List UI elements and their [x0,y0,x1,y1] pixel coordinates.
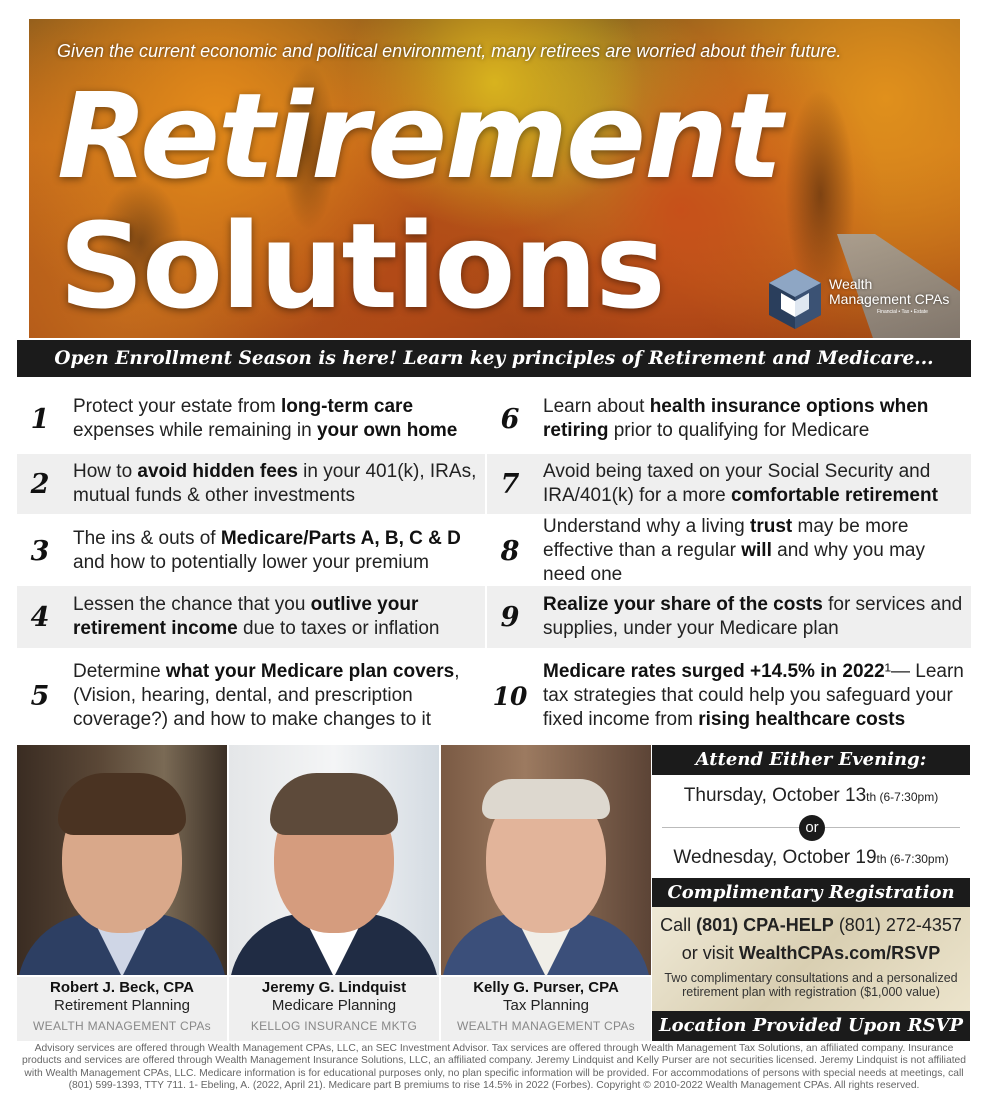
topic-number: 10 [492,681,528,711]
hero-tagline: Given the current economic and political environment, many retirees are worried about their future. [57,41,842,61]
topic-fragment: The ins & outs of [73,528,221,549]
topic-fragment: in your 401(k), IRAs, mutual funds & other investments [73,461,477,506]
person-name: Kelly G. Purser, CPA [473,979,619,996]
topic-text-content [543,593,971,641]
person-name: Robert J. Beck, CPA [50,979,194,996]
topic-text [533,518,971,584]
caption-robert-beck [17,977,227,1041]
topic-fragment: Learn about [543,396,650,417]
topic-number: 7 [500,468,520,500]
topic-fragment: ¹— Learn tax strategies that could help you safeguard your fixed income from [543,661,964,730]
cube-logo-icon [767,267,823,331]
topic-item-2 [17,454,485,514]
topic-fragment: Determine [73,661,166,682]
topic-text-content [73,395,485,443]
topic-fragment: and how to potentially lower your premium [73,552,429,573]
registration-offer: Two complimentary consultations and a personalized retirement plan with registration ($1,000 value) [664,971,958,999]
topic-number: 1 [30,403,50,435]
topic-text [533,586,971,648]
topic-text-content [73,460,485,508]
or-badge: or [799,815,825,841]
topic-text [63,388,485,450]
topic-fragment: How to [73,461,138,482]
photo-kelly-purser [441,745,651,975]
topic-text-content [543,660,971,732]
topic-highlight: long-term care [281,396,414,417]
topic-item-8 [487,518,971,584]
topic-number: 8 [500,535,520,567]
rsvp-link[interactable]: WealthCPAs.com/RSVP [738,943,941,963]
topic-text-content [73,660,485,732]
logo-line2: Management CPAs [829,291,950,307]
topic-item-1 [17,388,485,450]
attend-header: Attend Either Evening: [652,745,970,775]
topic-number: 9 [500,601,520,633]
topic-fragment: expenses while remaining in [73,420,317,441]
hair [482,779,610,819]
person-role: Retirement Planning [54,997,190,1014]
person-name: Jeremy G. Lindquist [261,979,407,996]
visit-line [652,943,970,964]
topic-text-content [543,515,971,587]
photo-robert-beck [17,745,227,975]
person-role: Medicare Planning [271,997,397,1014]
logo-text [829,277,949,307]
call-line[interactable] [652,915,970,936]
date2-text: Wednesday, October 19 [673,847,877,868]
topic-item-10 [487,652,971,740]
event-date-2 [652,847,970,869]
topic-fragment: Understand why a living [543,516,750,537]
open-enrollment-banner: Open Enrollment Season is here! Learn key principles of Retirement and Medicare... [17,340,971,377]
topic-highlight: your own home [316,420,458,441]
topic-number: 6 [500,403,520,435]
topic-fragment: prior to qualifying for Medicare [608,420,870,441]
topic-text [533,454,971,514]
company-logo [767,267,960,331]
topic-highlight: rising healthcare costs [698,709,906,730]
topic-fragment: and why you may need one [543,540,925,585]
phone-vanity[interactable]: (801) CPA-HELP [696,915,834,935]
person-role: Tax Planning [503,997,589,1014]
topic-fragment: Protect your estate from [73,396,282,417]
topic-item-5 [17,652,485,740]
topic-item-4 [17,586,485,648]
visit-prefix: or visit [681,943,739,963]
topic-text [63,586,485,648]
topic-highlight: will [741,540,772,561]
legal-disclaimer: Advisory services are offered through Wealth Management CPAs, LLC, an SEC Investment Advisor. Tax services are offered through Wealth Management Tax Solutions, an affiliated company. Insurance products and services are offered through Wealth Management Insurance Solutions, LLC, an affiliated company. Jeremy Lindquist and Kelly Purser are not securities licensed. Jeremy Lindquist is not affiliated with Wealth Management CPAs, LLC. Medicare information is for educational purposes only, no plan specific information will be provided. For accommodations of persons with special needs at meetings, call (801) 599-1393, TTY 711. 1- Ebeling, A. (2022, April 21). Medicare part B premiums to rise 14.5% in 2022 (Forbes). Copyright © 2010-2022 Wealth Management CPAs. All rights reserved. [21,1043,967,1091]
call-prefix: Call [660,915,697,935]
date1-time: th (6-7:30pm) [866,790,939,804]
topic-fragment: due to taxes or inflation [237,618,440,639]
person-firm: WEALTH MANAGEMENT CPAs [33,1019,211,1033]
topic-highlight: avoid hidden fees [137,461,298,482]
topic-highlight: Medicare/Parts A, B, C & D [220,528,461,549]
logo-line1: Wealth [829,276,873,292]
hero-image [29,19,960,338]
caption-kelly-purser [441,977,651,1041]
topic-text-content [543,460,971,508]
hair [270,773,398,835]
photo-jeremy-lindquist [229,745,439,975]
logo-sub: Financial • Tax • Estate [877,309,928,315]
topic-item-9 [487,586,971,648]
registration-header: Complimentary Registration [652,878,970,908]
topic-highlight: Realize your share of the costs [543,594,823,615]
location-header: Location Provided Upon RSVP [652,1011,970,1041]
event-panel [652,745,970,1041]
topic-highlight: trust [750,516,793,537]
topic-number: 5 [30,680,50,712]
topic-text-content [543,395,971,443]
topic-highlight: comfortable retirement [730,485,938,506]
topic-item-3 [17,518,485,584]
topic-number: 3 [30,535,50,567]
topic-highlight: outlive your retirement income [73,594,419,639]
topic-text [63,652,485,740]
date1-text: Thursday, October 13 [683,785,867,806]
topic-item-6 [487,388,971,450]
caption-jeremy-lindquist [229,977,439,1041]
topic-fragment: Lessen the chance that you [73,594,311,615]
topic-fragment: for services and supplies, under your Medicare plan [543,594,963,639]
person-firm: KELLOG INSURANCE MKTG [250,1019,418,1033]
event-date-1 [652,785,970,807]
topic-text [533,652,971,740]
topic-item-7 [487,454,971,514]
topic-number: 4 [30,601,50,633]
topic-text [63,454,485,514]
person-firm: WEALTH MANAGEMENT CPAs [457,1019,635,1033]
hero-title-line2: Solutions [59,197,664,335]
topic-text-content [73,527,485,575]
topic-highlight: what your Medicare plan covers [165,661,455,682]
topic-number: 2 [30,468,50,500]
topic-fragment: Avoid being taxed on your Social Security and IRA/401(k) for a more [543,461,931,506]
hair [58,773,186,835]
topic-text [533,388,971,450]
hero-title-line1: Retirement [57,67,781,205]
topic-fragment: , (Vision, hearing, dental, and prescription coverage?) and how to make changes to it [73,661,460,730]
topic-text-content [73,593,485,641]
date2-time: th (6-7:30pm) [876,852,949,866]
topic-fragment: may be more effective than a regular [543,516,909,561]
topic-highlight: health insurance options when retiring [543,396,929,441]
phone-number[interactable]: (801) 272-4357 [833,915,962,935]
topic-highlight: Medicare rates surged +14.5% in 2022 [543,661,885,682]
topic-text [63,518,485,584]
